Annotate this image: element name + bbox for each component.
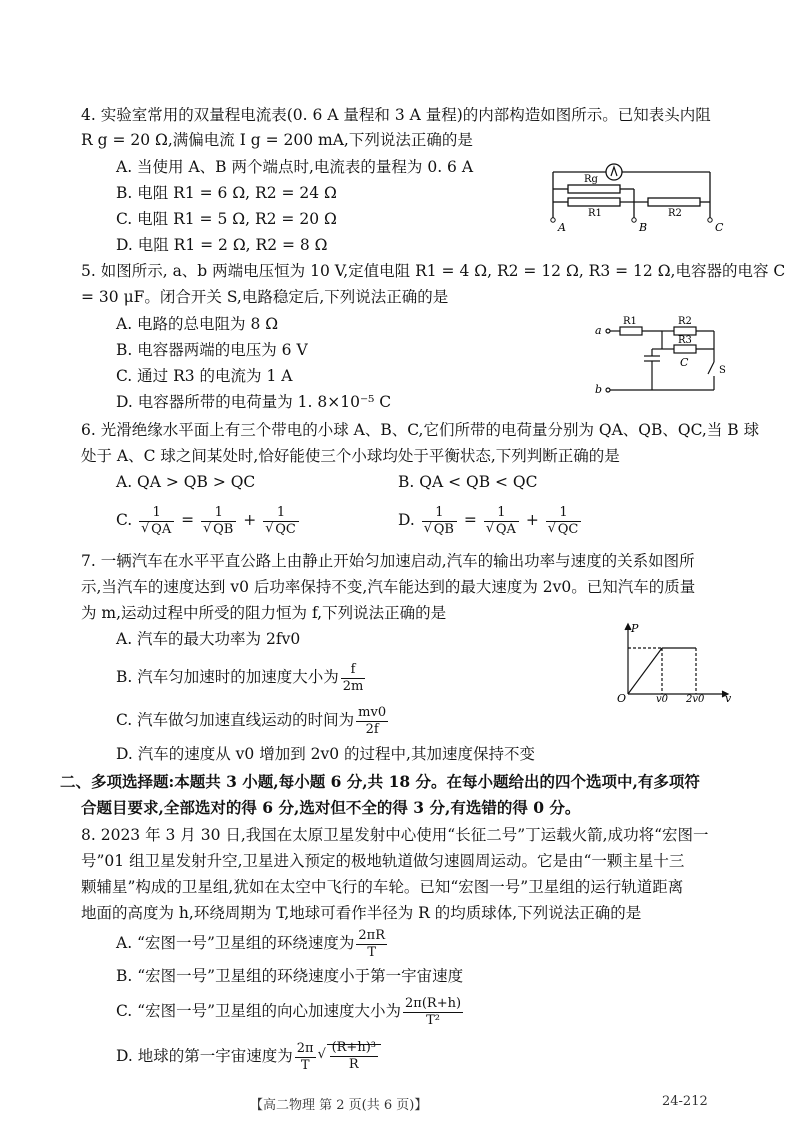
frac-num: 1 xyxy=(263,505,299,522)
q7-option-b xyxy=(116,660,367,695)
q5-stem-line1: 5. 如图所示, a、b 两端电压恒为 10 V,定值电阻 R1 = 4 Ω, R2 = 12 Ω, R3 = 12 Ω,电容器的电容 C xyxy=(81,262,786,280)
section2-title-line2: 合题目要求,全部选对的得 6 分,选对但不全的得 3 分,有选错的得 0 分。 xyxy=(81,798,581,817)
frac-num: 1 xyxy=(546,505,582,522)
q5-option-b: B. 电容器两端的电压为 6 V xyxy=(116,341,308,359)
q6-option-a: A. QA > QB > QC xyxy=(116,473,256,491)
q8-stem-line2: 号”01 组卫星发射升空,卫星进入预定的极地轨道做匀速圆周运动。它是由“一颗主星十三 xyxy=(81,852,685,870)
q4-option-d: D. 电阻 R1 = 2 Ω, R2 = 8 Ω xyxy=(116,236,328,254)
q7-origin-o: O xyxy=(617,692,627,702)
q7-tick-v0: v0 xyxy=(656,694,669,702)
frac-num: 2π xyxy=(296,1040,314,1056)
q7-option-a: A. 汽车的最大功率为 2fv0 xyxy=(116,630,301,648)
q4-label-b: B xyxy=(639,221,648,234)
q5-label-r3: R3 xyxy=(678,335,692,346)
q8-stem-line1: 8. 2023 年 3 月 30 日,我国在太原卫星发射中心使用“长征二号”丁运载火箭,成功将“宏图一 xyxy=(81,826,709,844)
frac-num: 1 xyxy=(201,505,236,522)
frac-den: T xyxy=(300,1057,310,1073)
frac-num: 1 xyxy=(422,505,457,522)
q6-stem-line2: 处于 A、C 球之间某处时,恰好能使三个小球均处于平衡状态,下列判断正确的是 xyxy=(81,447,620,465)
q6-option-b: B. QA < QB < QC xyxy=(398,473,538,491)
frac-num: 1 xyxy=(139,505,174,522)
q7-axis-v: v xyxy=(725,692,732,702)
q8-option-d-text: D. 地球的第一宇宙速度为 xyxy=(116,1047,293,1065)
q6-option-d xyxy=(398,500,583,540)
q7-stem-line3: 为 m,运动过程中所受的阻力恒为 f,下列说法正确的是 xyxy=(81,604,447,622)
section2-title-line1: 二、多项选择题:本题共 3 小题,每小题 6 分,共 18 分。在每小题给出的四个选项中,有多项符 xyxy=(60,772,700,791)
q5-option-d: D. 电容器所带的电荷量为 1. 8×10⁻⁵ C xyxy=(116,393,392,411)
q4-option-c: C. 电阻 R1 = 5 Ω, R2 = 20 Ω xyxy=(116,210,337,228)
frac-num: √ (R+h)³ xyxy=(331,1039,376,1055)
frac-den: QB xyxy=(433,521,454,537)
q6-d-frac-qa xyxy=(484,505,519,538)
q4-stem-line1: 4. 实验室常用的双量程电流表(0. 6 A 量程和 3 A 量程)的内部构造如图所示。已知表头内阻 xyxy=(81,106,711,124)
frac-num: 1 xyxy=(484,505,519,522)
q5-option-c: C. 通过 R3 的电流为 1 A xyxy=(116,367,293,385)
q4-label-r2: R2 xyxy=(668,208,682,219)
q7-axis-p: P xyxy=(631,622,639,635)
frac-den: 2m xyxy=(342,678,364,694)
q4-label-a: A xyxy=(558,221,566,234)
page-code: 24-212 xyxy=(662,1094,708,1109)
q7-tick-2v0: 2v0 xyxy=(686,694,705,702)
q7-option-c xyxy=(116,703,390,738)
q5-label-r2: R2 xyxy=(678,316,692,327)
q6-c-frac-qb xyxy=(201,505,236,538)
plus-sign: + xyxy=(243,511,257,529)
q5-circuit-diagram xyxy=(590,312,740,397)
q4-circuit-diagram xyxy=(538,156,728,234)
frac-den: QC xyxy=(557,521,579,537)
q7-option-d: D. 汽车的速度从 v0 增加到 2v0 的过程中,其加速度保持不变 xyxy=(116,745,535,763)
ammeter-arrow-icon xyxy=(611,167,617,176)
q8-option-a-text: A. “宏图一号”卫星组的环绕速度为 xyxy=(116,934,355,952)
q6-option-c xyxy=(116,500,301,540)
q8-stem-line4: 地面的高度为 h,环绕周期为 T,地球可看作半径为 R 的均质球体,下列说法正确的是 xyxy=(81,904,642,922)
q5-label-r1: R1 xyxy=(623,316,637,327)
q6-option-d-label: D. xyxy=(398,511,415,529)
q4-label-rg: Rg xyxy=(584,174,598,185)
eq-sign: = xyxy=(463,511,477,529)
q7-option-b-text: B. 汽车匀加速时的加速度大小为 xyxy=(116,668,339,686)
plus-sign: + xyxy=(525,511,539,529)
q7-stem-line2: 示,当汽车的速度达到 v0 后功率保持不变,汽车能达到的最大速度为 2v0。已知汽车的质量 xyxy=(81,578,696,596)
q7-option-c-text: C. 汽车做匀加速直线运动的时间为 xyxy=(116,711,355,729)
eq-sign: = xyxy=(181,511,195,529)
q6-d-frac-qc xyxy=(546,505,582,538)
frac-den: QB xyxy=(213,521,234,537)
q4-stem-line2: R g = 20 Ω,满偏电流 I g = 200 mA,下列说法正确的是 xyxy=(81,131,473,149)
frac-den: QA xyxy=(151,521,172,537)
frac-num: 2π(R+h) xyxy=(405,995,462,1011)
frac-den: QC xyxy=(275,521,296,537)
q5-option-a: A. 电路的总电阻为 8 Ω xyxy=(116,315,279,333)
q6-c-frac-qa xyxy=(139,505,174,538)
q4-label-r1: R1 xyxy=(588,208,602,219)
q6-option-c-label: C. xyxy=(116,511,133,529)
q8-option-b: B. “宏图一号”卫星组的环绕速度小于第一宇宙速度 xyxy=(116,967,464,985)
q6-d-frac-qb xyxy=(422,505,457,538)
frac-num: mv0 xyxy=(358,704,387,720)
q8-stem-line3: 颗辅星”构成的卫星组,犹如在太空中飞行的车轮。已知“宏图一号”卫星组的运行轨道距离 xyxy=(81,878,684,896)
q6-c-frac-qc xyxy=(263,505,299,538)
frac-num: 2πR xyxy=(358,927,386,943)
frac-den: 2f xyxy=(365,721,379,737)
q5-label-a: a xyxy=(595,324,602,337)
q5-label-c: C xyxy=(680,356,689,369)
q8-option-d xyxy=(116,1036,381,1076)
frac-num: f xyxy=(341,662,366,679)
q4-option-b: B. 电阻 R1 = 6 Ω, R2 = 24 Ω xyxy=(116,184,337,202)
q8-option-c xyxy=(116,993,465,1029)
frac-den: T xyxy=(367,944,377,960)
page-footer: 【高二物理 第 2 页(共 6 页)】 xyxy=(250,1098,428,1113)
q5-stem-line2: = 30 μF。闭合开关 S,电路稳定后,下列说法正确的是 xyxy=(81,288,449,306)
q4-option-a: A. 当使用 A、B 两个端点时,电流表的量程为 0. 6 A xyxy=(116,158,474,176)
frac-den: R xyxy=(348,1056,359,1072)
frac-den: QA xyxy=(495,521,516,537)
q5-label-s: S xyxy=(719,365,726,376)
q6-stem-line1: 6. 光滑绝缘水平面上有三个带电的小球 A、B、C,它们所带的电荷量分别为 QA、QB、QC,当 B 球 xyxy=(81,421,760,439)
q8-option-c-text: C. “宏图一号”卫星组的向心加速度大小为 xyxy=(116,1002,402,1020)
q7-power-velocity-graph xyxy=(612,620,737,702)
frac-den: T² xyxy=(426,1012,440,1028)
q8-option-a xyxy=(116,925,389,961)
q7-stem-line1: 7. 一辆汽车在水平平直公路上由静止开始匀加速启动,汽车的输出功率与速度的关系如图所 xyxy=(81,552,695,570)
q4-label-c: C xyxy=(715,221,724,234)
q5-label-b: b xyxy=(595,383,603,396)
